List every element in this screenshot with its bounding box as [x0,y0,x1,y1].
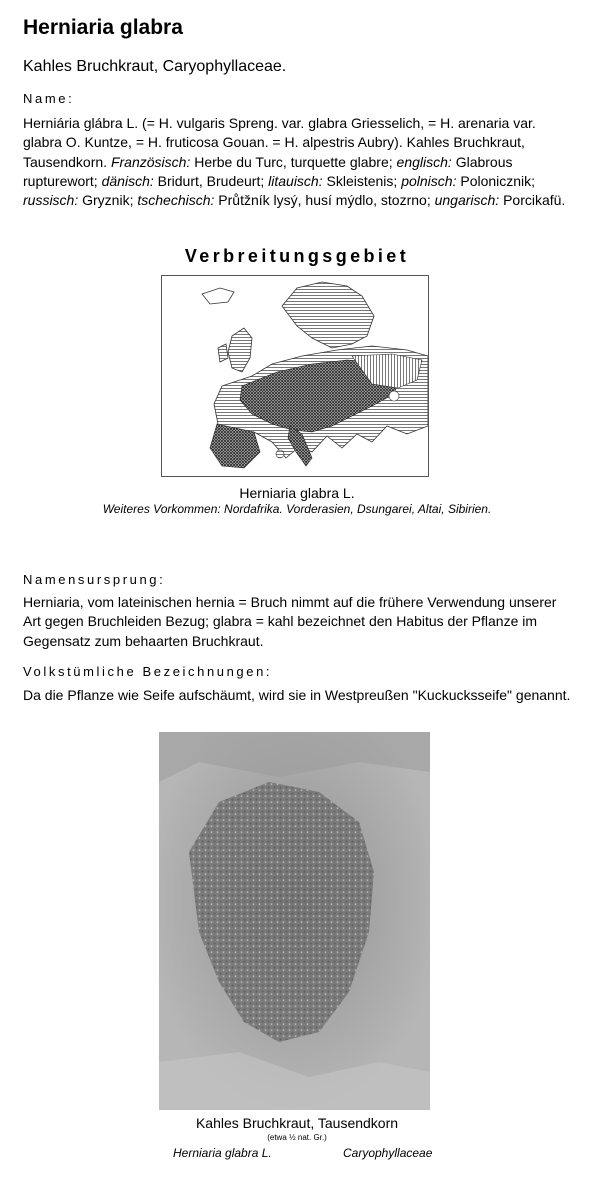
plant-photo [159,732,430,1110]
name-section-text [23,114,571,210]
photo-caption: Kahles Bruchkraut, Tausendkorn [195,1115,399,1131]
name-text-run: Průtžník lysý, husí mýdlo, stozrno; [214,192,435,209]
folk-section-text: Da die Pflanze wie Seife aufschäumt, wird sie in Westpreußen "Kuckucksseife" genannt. [23,687,571,703]
photo-family-label: Caryophyllaceae [343,1146,433,1160]
language-label: englisch: [396,153,452,170]
origin-section-label: Namensursprung: [23,572,166,587]
distribution-map [161,275,429,477]
language-label: Französisch: [110,153,191,170]
name-text-run: Bridurt, Brudeurt; [153,172,269,189]
name-text-run: Skleistenis; [322,172,402,189]
language-label: litauisch: [268,172,323,189]
name-text-run: Herniária glábra L. (= H. vulgaris Spreng. var. glabra Griesselich, = H. arenaria var. glabra O. Kuntze, = H. fruticosa Gouan. = H. alpestris Aubry). Kahles Bruchkraut, Tausendkorn. [23,115,536,170]
language-label: tschechisch: [137,192,215,209]
map-subcaption: Weiteres Vorkommen: Nordafrika. Vorderasien, Dsungarei, Altai, Sibirien. [102,502,492,516]
name-text-run: Herbe du Turc, turquette glabre; [190,153,397,170]
name-section-label: Name: [23,91,75,106]
language-label: russisch: [23,192,79,209]
language-label: polnisch: [401,172,457,189]
language-label: dänisch: [101,172,154,189]
page-subtitle: Kahles Bruchkraut, Caryophyllaceae. [23,58,287,75]
map-heading: Verbreitungsgebiet [184,246,410,266]
map-caption: Herniaria glabra L. [239,485,355,501]
europe-map-figure [162,276,428,476]
name-text-run: Polonicznik; [456,172,536,189]
language-label: ungarisch: [434,192,500,209]
name-text-run: Glabrous rupturewort; [23,153,513,189]
origin-section-text: Herniaria, vom lateinischen hernia = Bruch nimmt auf die frühere Verwendung unserer Art gegen Bruchleiden Bezug; glabra = kahl bezeichnet den Habitus der Pflanze im Gegensatz zum behaarten Bruchkraut. [23,594,557,649]
page-title: Herniaria glabra [23,16,183,39]
plant-photo-figure [159,732,430,1110]
name-text-run: Gryznik; [78,192,138,209]
folk-section-label: Volkstümliche Bezeichnungen: [23,664,273,679]
photo-scale-note: (etwa ½ nat. Gr.) [267,1133,327,1142]
name-text-run: Porcikafü. [499,192,566,209]
photo-species-label: Herniaria glabra L. [173,1146,272,1160]
